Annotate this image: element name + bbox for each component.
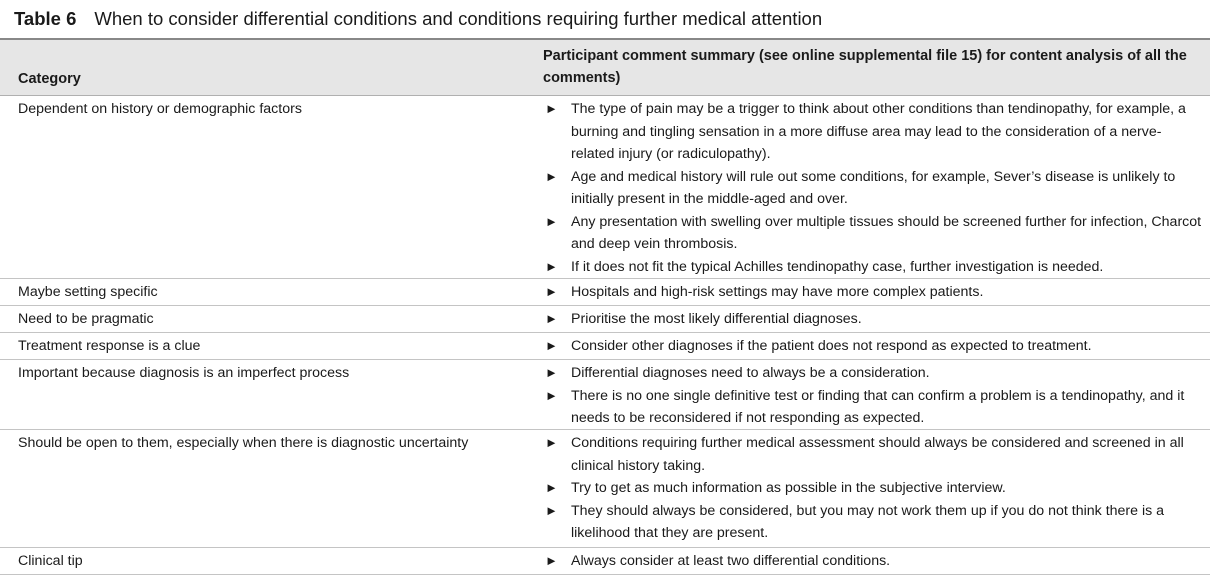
header-comments: Participant comment summary (see online supplemental file 15) for content analysis of all the comments) [543, 48, 1187, 86]
comment-bullet [543, 335, 1204, 358]
table-title-bar [0, 0, 1210, 40]
comments-cell [543, 96, 1210, 278]
header-category-cell [0, 40, 543, 95]
table-row [0, 430, 1210, 548]
comment-text: Differential diagnoses need to always be a consideration. [571, 365, 930, 381]
bullet-arrow-icon: ► [545, 502, 558, 518]
comment-bullet [543, 211, 1204, 256]
category-cell: Clinical tip [18, 553, 83, 569]
table-row [0, 306, 1210, 333]
comment-text: The type of pain may be a trigger to think about other conditions than tendinopathy, for example, a burning and tingling sensation in a more diffuse area may lead to the consideration of a nerve-related injury (or radiculopathy). [571, 101, 1186, 162]
comments-cell [543, 333, 1210, 359]
header-comments-cell [543, 40, 1210, 95]
comment-bullet [543, 550, 1204, 573]
table-title: When to consider differential conditions and conditions requiring further medical attention [94, 8, 823, 29]
bullet-arrow-icon: ► [545, 338, 558, 353]
bullet-arrow-icon: ► [545, 435, 558, 450]
bullet-arrow-icon: ► [545, 168, 558, 184]
comments-cell [543, 430, 1210, 547]
header-category: Category [18, 71, 81, 87]
comment-bullet [543, 385, 1204, 430]
comment-text: Prioritise the most likely differential diagnoses. [571, 311, 862, 327]
bullet-arrow-icon: ► [545, 213, 558, 229]
comment-bullet [543, 432, 1204, 477]
bullet-arrow-icon: ► [545, 553, 558, 568]
comments-cell [543, 548, 1210, 574]
comment-bullet [543, 281, 1204, 304]
table-row [0, 333, 1210, 360]
comments-cell [543, 360, 1210, 429]
category-cell: Important because diagnosis is an imperfect process [18, 365, 350, 381]
bullet-arrow-icon: ► [545, 101, 558, 116]
table-label: Table 6 [14, 8, 77, 29]
comments-cell [543, 279, 1210, 305]
comment-text: Age and medical history will rule out some conditions, for example, Sever’s disease is unlikely to initially present in the middle-aged and over. [571, 168, 1176, 207]
table-row [0, 279, 1210, 306]
bullet-arrow-icon: ► [545, 387, 558, 403]
table-row [0, 96, 1210, 279]
bullet-arrow-icon: ► [545, 311, 558, 326]
category-cell: Maybe setting specific [18, 284, 158, 300]
comment-bullet [543, 500, 1204, 545]
comment-bullet [543, 362, 1204, 385]
comment-bullet [543, 166, 1204, 211]
table-header-row [0, 40, 1210, 96]
comment-bullet [543, 98, 1204, 166]
category-cell: Treatment response is a clue [18, 338, 201, 354]
table-row [0, 360, 1210, 430]
comment-text: Try to get as much information as possible in the subjective interview. [571, 480, 1006, 496]
comment-text: Consider other diagnoses if the patient does not respond as expected to treatment. [571, 338, 1092, 354]
comment-text: Always consider at least two differential conditions. [571, 553, 891, 569]
comment-text: They should always be considered, but you may not work them up if you do not think there is a likelihood that they are present. [571, 502, 1165, 541]
comment-text: There is no one single definitive test or finding that can confirm a problem is a tendinopathy, and it needs to be reconsidered if not responding as expected. [571, 387, 1185, 426]
comment-text: Conditions requiring further medical assessment should always be considered and screened in all clinical history taking. [571, 435, 1184, 474]
category-cell: Should be open to them, especially when there is diagnostic uncertainty [18, 435, 469, 451]
comments-cell [543, 306, 1210, 332]
comment-bullet [543, 256, 1204, 279]
bullet-arrow-icon: ► [545, 258, 558, 274]
category-cell: Dependent on history or demographic factors [18, 101, 302, 117]
category-cell: Need to be pragmatic [18, 311, 154, 327]
bullet-arrow-icon: ► [545, 365, 558, 380]
table-row [0, 548, 1210, 575]
comment-text: Any presentation with swelling over multiple tissues should be screened further for infection, Charcot and deep vein thrombosis. [571, 213, 1202, 252]
bullet-arrow-icon: ► [545, 480, 558, 495]
comment-bullet [543, 477, 1204, 500]
bullet-arrow-icon: ► [545, 284, 558, 299]
comment-bullet [543, 308, 1204, 331]
comment-text: If it does not fit the typical Achilles tendinopathy case, further investigation is needed. [571, 258, 1104, 275]
comment-text: Hospitals and high-risk settings may have more complex patients. [571, 284, 984, 300]
